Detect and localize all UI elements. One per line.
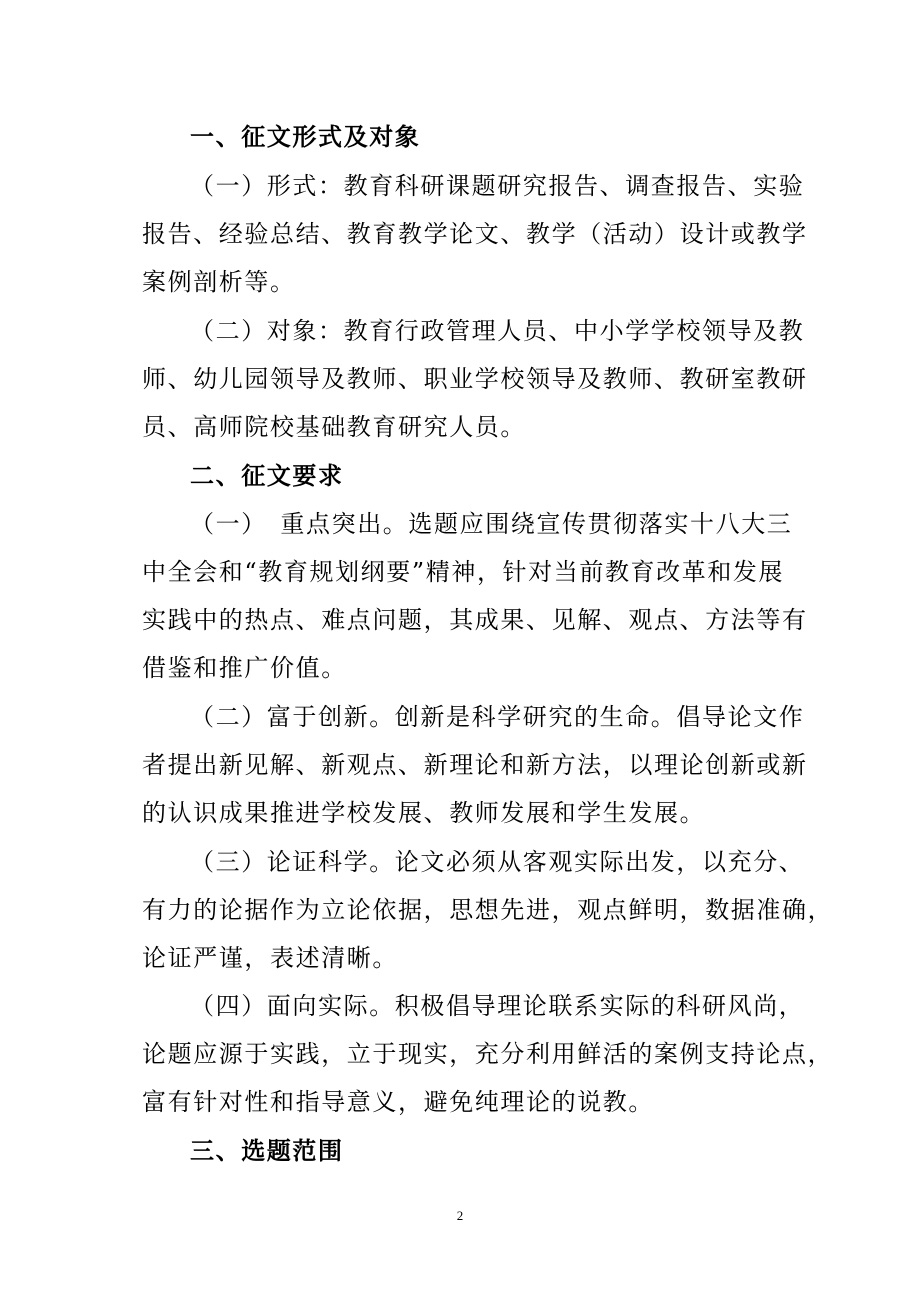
section-heading-1: 一、征文形式及对象 — [190, 123, 421, 151]
paragraph-line: 的认识成果推进学校发展、教师发展和学生发展。 — [142, 799, 706, 827]
paragraph-line: 论题应源于实践，立于现实，充分利用鲜活的案例支持论点， — [142, 1040, 834, 1068]
paragraph-line: 论证严谨，表述清晰。 — [142, 944, 398, 972]
paragraph-line: （四）面向实际。积极倡导理论联系实际的科研风尚， — [190, 992, 805, 1020]
paragraph-line: （二）富于创新。创新是科学研究的生命。倡导论文作 — [190, 703, 805, 731]
paragraph-line: （一）形式：教育科研课题研究报告、调查报告、实验 — [190, 172, 805, 200]
paragraph-line: （一） 重点突出。选题应围绕宣传贯彻落实十八大三 — [190, 510, 793, 538]
paragraph-line: 员、高师院校基础教育研究人员。 — [142, 413, 526, 441]
paragraph-line: 富有针对性和指导意义，避免纯理论的说教。 — [142, 1088, 654, 1116]
paragraph-line: 实践中的热点、难点问题，其成果、见解、观点、方法等有 — [142, 606, 808, 634]
paragraph-line: 中全会和“教育规划纲要”精神，针对当前教育改革和发展 — [142, 558, 785, 586]
paragraph-line: （二）对象：教育行政管理人员、中小学学校领导及教 — [190, 317, 805, 345]
paragraph-line: 案例剖析等。 — [142, 268, 296, 296]
section-heading-3: 三、选题范围 — [190, 1137, 344, 1165]
paragraph-line: 者提出新见解、新观点、新理论和新方法，以理论创新或新 — [142, 751, 808, 779]
paragraph-line: 报告、经验总结、教育教学论文、教学（活动）设计或教学 — [142, 220, 808, 248]
paragraph-line: （三）论证科学。论文必须从客观实际出发，以充分、 — [190, 848, 805, 876]
paragraph-line: 有力的论据作为立论依据，思想先进，观点鲜明，数据准确， — [142, 896, 834, 924]
section-heading-2: 二、征文要求 — [190, 462, 344, 490]
page-number: 2 — [456, 1208, 464, 1223]
paragraph-line: 借鉴和推广价值。 — [142, 654, 347, 682]
paragraph-line: 师、幼儿园领导及教师、职业学校领导及教师、教研室教研 — [142, 365, 808, 393]
